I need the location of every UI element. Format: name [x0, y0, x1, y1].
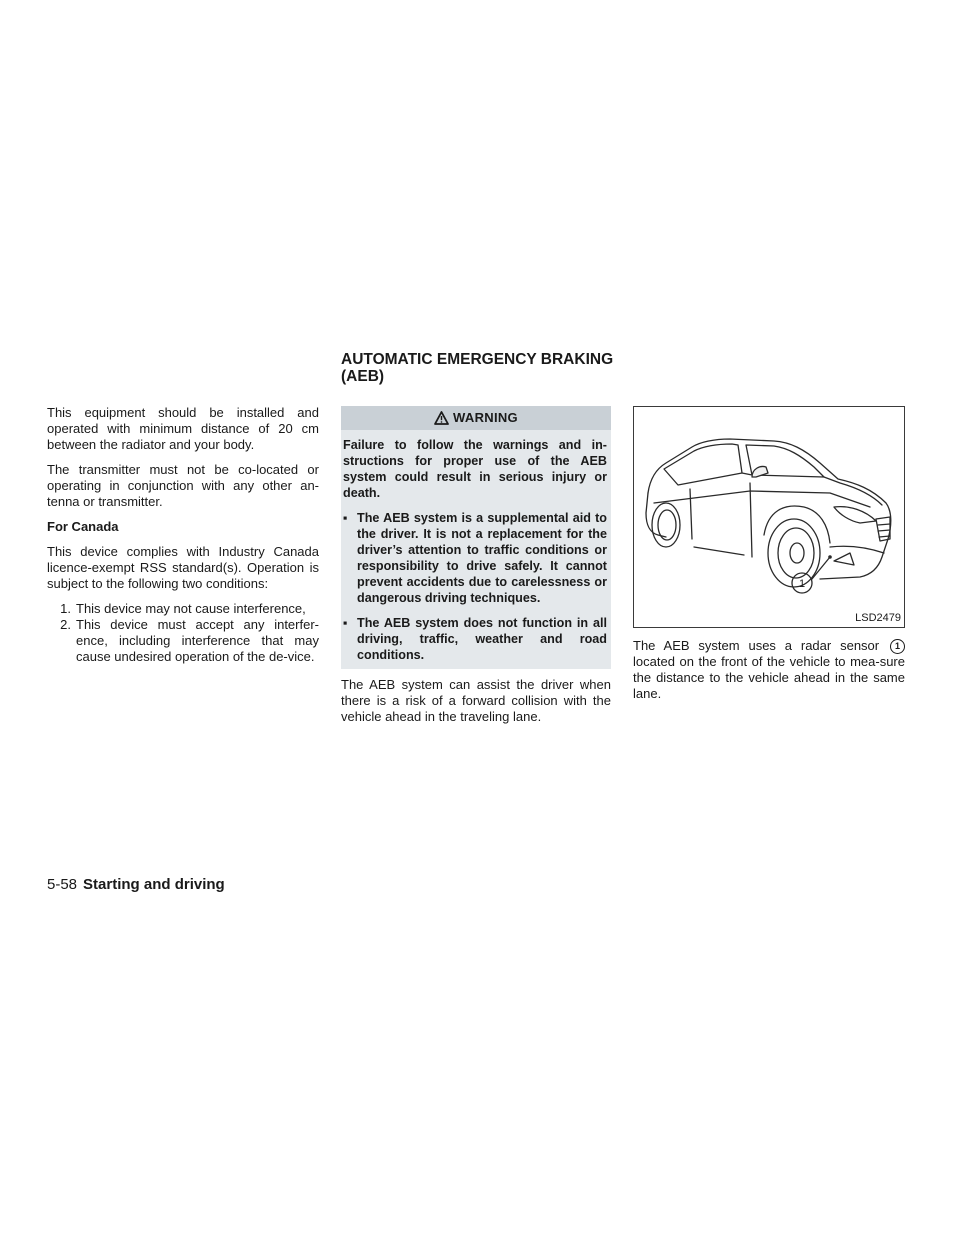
middle-column — [341, 406, 611, 734]
warning-box — [341, 406, 611, 669]
section-heading-line1: AUTOMATIC EMERGENCY BRAKING — [341, 351, 614, 368]
list-item-number: 1. — [60, 601, 71, 616]
car-illustration — [633, 406, 905, 628]
warning-intro: Failure to follow the warnings and in-structions for proper use of the AEB system could result in serious injury or death. — [343, 438, 607, 500]
paragraph-transmitter: The transmitter must not be co-located or operating in conjunction with any other an-tenna or transmitter. — [47, 462, 319, 509]
warning-bullet — [343, 510, 607, 606]
figure-callout-label: 1 — [798, 578, 806, 590]
warning-title: WARNING — [453, 410, 518, 425]
radar-text-before: The AEB system uses a radar sensor — [633, 638, 880, 653]
bullet-marker: ▪ — [343, 511, 348, 525]
conditions-list — [47, 601, 319, 665]
right-column — [633, 406, 905, 711]
warning-bullet — [343, 615, 607, 663]
footer-section-title: Starting and driving — [83, 876, 225, 893]
warning-triangle-icon — [434, 411, 449, 425]
subheading-canada: For Canada — [47, 519, 119, 534]
list-item-number: 2. — [60, 617, 71, 632]
radar-text-after: located on the front of the vehicle to mea-sure the distance to the vehicle ahead in the same lane. — [633, 654, 905, 701]
callout-number-icon: 1 — [890, 639, 905, 654]
warning-bullet-text: The AEB system does not function in all driving, traffic, weather and road conditions. — [357, 616, 607, 662]
warning-bullet-text: The AEB system is a supplemental aid to the driver. It is not a replacement for the driver’s attention to traffic conditions or responsibility to drive safely. It cannot prevent accidents due to carelessness or dangerous driving techniques. — [357, 511, 607, 605]
car-drawing — [634, 407, 904, 627]
page-footer — [47, 876, 225, 893]
paragraph-radar-sensor — [633, 638, 905, 702]
section-heading-line2: (AEB) — [341, 368, 385, 385]
page-number: 5-58 — [47, 876, 78, 893]
bullet-marker: ▪ — [343, 616, 348, 630]
section-heading — [341, 351, 641, 385]
list-item-text: This device must accept any interfer-ence, including interference that may cause undesired operation of the de-vice. — [76, 617, 319, 664]
list-item-text: This device may not cause interference, — [76, 601, 306, 616]
paragraph-canada: This device complies with Industry Canada licence-exempt RSS standard(s). Operation is subject to the following two conditions: — [47, 544, 319, 591]
left-column — [47, 405, 319, 665]
list-item — [47, 601, 319, 617]
paragraph-installation: This equipment should be installed and operated with minimum distance of 20 cm between the radiator and your body. — [47, 405, 319, 452]
paragraph-aeb-assist: The AEB system can assist the driver when there is a risk of a forward collision with the vehicle ahead in the traveling lane. — [341, 677, 611, 724]
warning-body — [341, 430, 611, 669]
list-item — [47, 617, 319, 665]
figure-code: LSD2479 — [855, 612, 901, 624]
warning-header — [341, 406, 611, 430]
